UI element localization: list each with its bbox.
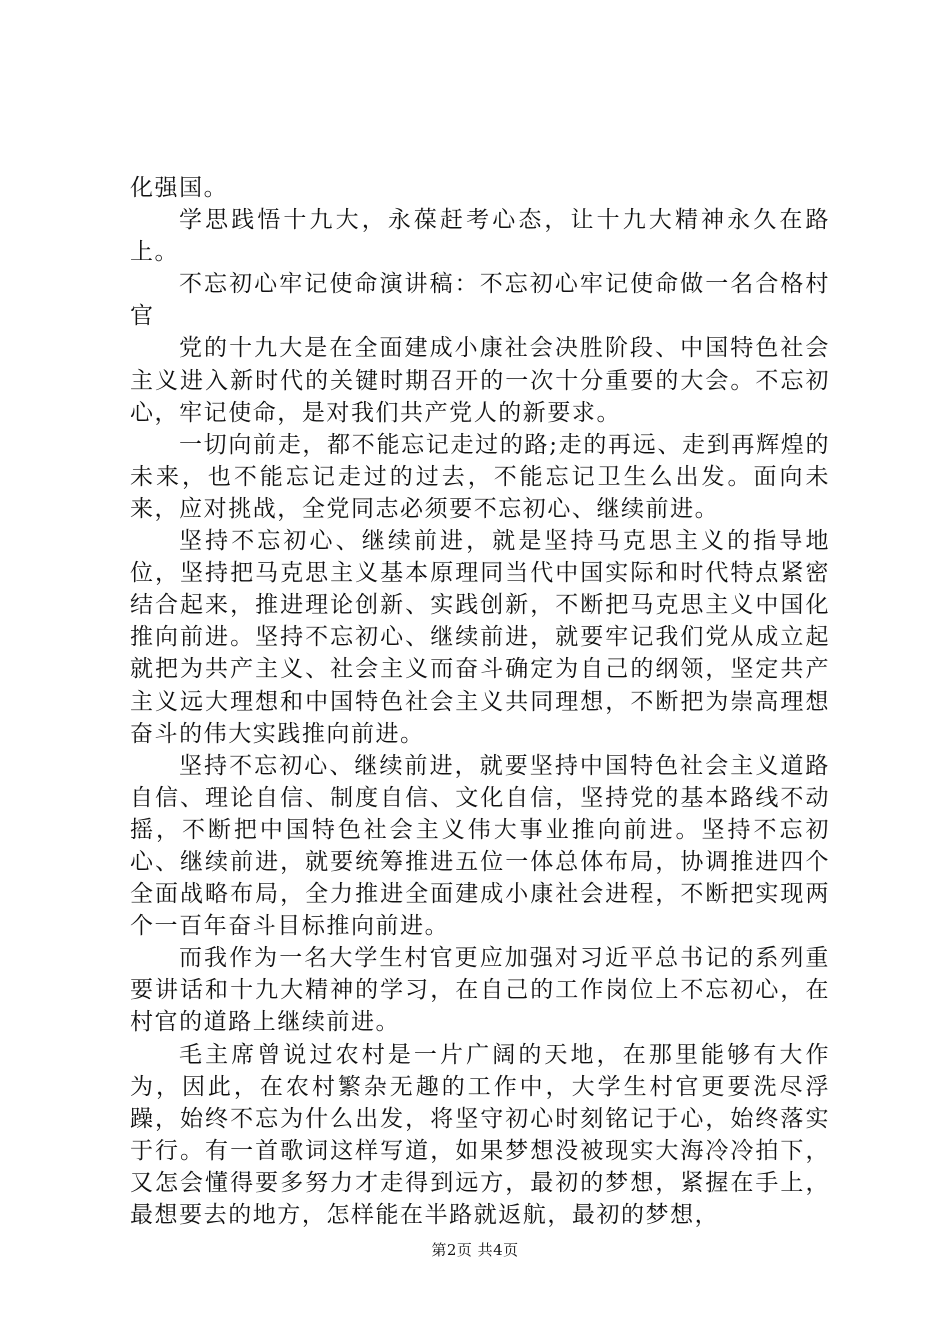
paragraph: 学思践悟十九大，永葆赶考心态，让十九大精神永久在路上。 xyxy=(130,207,830,266)
document-body xyxy=(130,172,830,1231)
page-number-footer: 第2页 共4页 xyxy=(431,1241,519,1259)
section-title: 不忘初心牢记使命演讲稿：不忘初心牢记使命做一名合格村官 xyxy=(130,271,830,330)
paragraph: 党的十九大是在全面建成小康社会决胜阶段、中国特色社会主义进入新时代的关键时期召开的一次十分重要的大会。不忘初心，牢记使命，是对我们共产党人的新要求。 xyxy=(130,335,830,426)
paragraph: 而我作为一名大学生村官更应加强对习近平总书记的系列重要讲话和十九大精神的学习，在自己的工作岗位上不忘初心，在村官的道路上继续前进。 xyxy=(130,945,830,1036)
paragraph: 一切向前走，都不能忘记走过的路;走的再远、走到再辉煌的未来，也不能忘记走过的过去，不能忘记卫生么出发。面向未来，应对挑战，全党同志必须要不忘初心、继续前进。 xyxy=(130,431,830,522)
paragraph: 毛主席曾说过农村是一片广阔的天地，在那里能够有大作为，因此，在农村繁杂无趣的工作中，大学生村官更要洗尽浮躁，始终不忘为什么出发，将坚守初心时刻铭记于心，始终落实于行。有一首歌词这样写道，如果梦想没被现实大海冷冷拍下，又怎会懂得要多努力才走得到远方，最初的梦想，紧握在手上，最想要去的地方，怎样能在半路就返航，最初的梦想， xyxy=(130,1041,830,1228)
paragraph: 坚持不忘初心、继续前进，就要坚持中国特色社会主义道路自信、理论自信、制度自信、文化自信，坚持党的基本路线不动摇，不断把中国特色社会主义伟大事业推向前进。坚持不忘初心、继续前进，就要统筹推进五位一体总体布局，协调推进四个全面战略布局，全力推进全面建成小康社会进程，不断把实现两个一百年奋斗目标推向前进。 xyxy=(130,752,830,940)
paragraph-continuation: 化强国。 xyxy=(130,175,229,201)
paragraph: 坚持不忘初心、继续前进，就是坚持马克思主义的指导地位，坚持把马克思主义基本原理同当代中国实际和时代特点紧密结合起来，推进理论创新、实践创新，不断把马克思主义中国化推向前进。坚持不忘初心、继续前进，就要牢记我们党从成立起就把为共产主义、社会主义而奋斗确定为自己的纲领，坚定共产主义远大理想和中国特色社会主义共同理想，不断把为崇高理想奋斗的伟大实践推向前进。 xyxy=(130,528,830,747)
